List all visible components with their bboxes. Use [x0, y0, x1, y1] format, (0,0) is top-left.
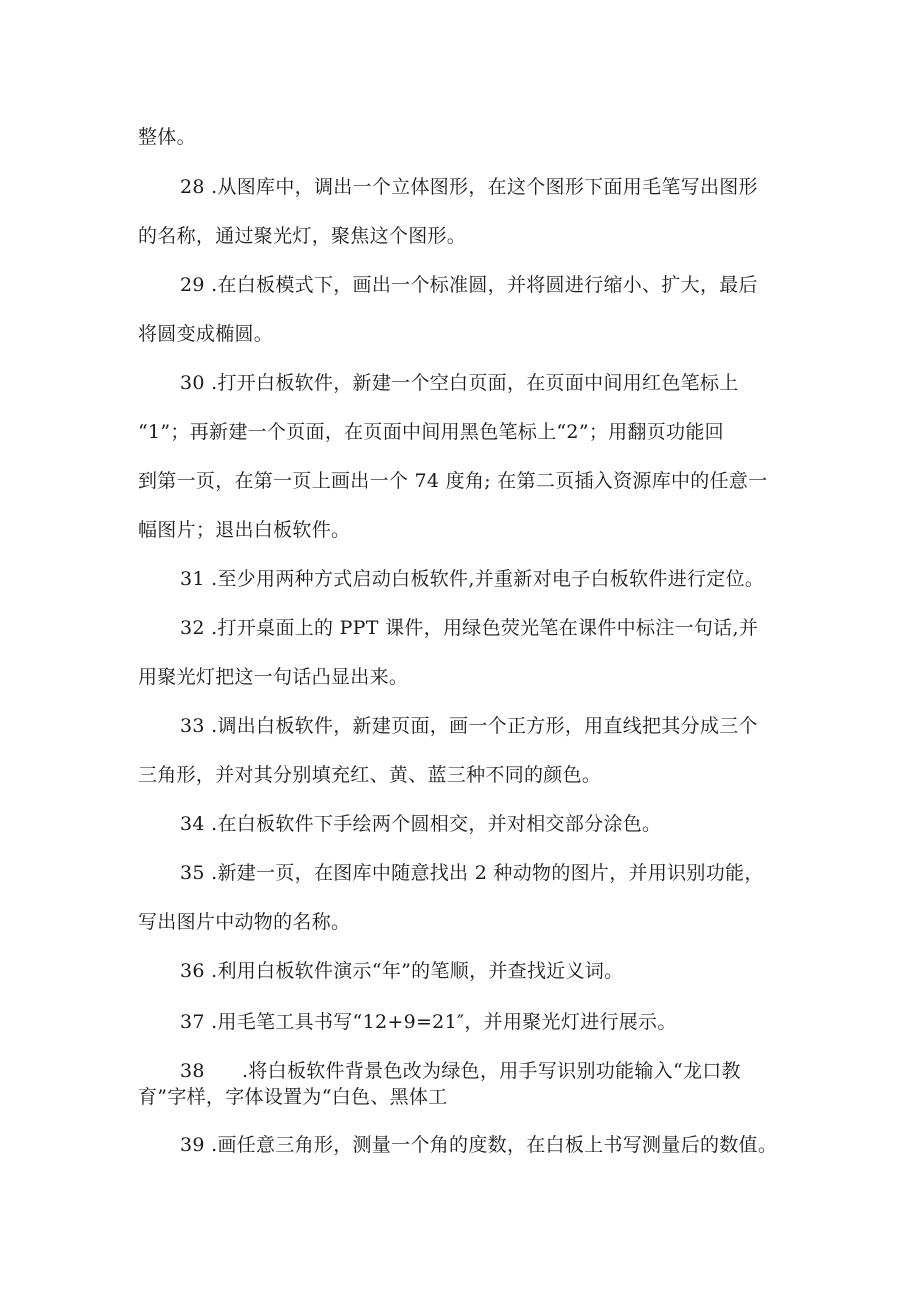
item-38-number: 38	[180, 1060, 205, 1082]
item-28-line-1: 28 .从图库中，调出一个立体图形，在这个图形下面用毛笔写出图形	[180, 176, 758, 198]
item-35-line-2: 写出图片中动物的名称。	[138, 911, 351, 933]
item-31-line-1: 31 .至少用两种方式启动白板软件,并重新对电子白板软件进行定位。	[180, 568, 765, 590]
item-37-line-1: 37 .用毛笔工具书写“12+9=21″，并用聚光灯进行展示。	[180, 1011, 677, 1033]
item-30-line-2: “1”；再新建一个页面，在页面中间用黑色笔标上“2”；用翻页功能回	[138, 421, 724, 443]
item-29-line-2: 将圆变成椭圆。	[138, 323, 274, 345]
item-39-line-1: 39 .画任意三角形，测量一个角的度数，在白板上书写测量后的数值。	[180, 1134, 778, 1156]
item-30-line-4: 幅图片；退出白板软件。	[138, 519, 351, 541]
item-32-line-2: 用聚光灯把这一句话凸显出来。	[138, 666, 409, 688]
item-38-text: .将白板软件背景色改为绿色，用手写识别功能输入“龙口教	[242, 1060, 741, 1082]
item-30-line-3: 到第一页，在第一页上画出一个 74 度角; 在第二页插入资源库中的任意一	[138, 470, 768, 492]
item-33-line-2: 三角形，并对其分别填充红、黄、蓝三种不同的颜色。	[138, 764, 602, 786]
item-34-line-1: 34 .在白板软件下手绘两个圆相交，并对相交部分涂色。	[180, 813, 662, 835]
item-32-line-1: 32 .打开桌面上的 PPT 课件，用绿色荧光笔在课件中标注一句话,并	[180, 617, 759, 639]
item-38-line-2: 育”字样，字体设置为“白色、黑体工	[138, 1086, 448, 1108]
text-line: 整体。	[138, 126, 196, 148]
item-38-line-1	[180, 1058, 800, 1084]
item-28-line-2: 的名称，通过聚光灯，聚焦这个图形。	[138, 225, 467, 247]
item-35-line-1: 35 .新建一页，在图库中随意找出 2 种动物的图片，并用识别功能，	[180, 862, 764, 884]
item-29-line-1: 29 .在白板模式下，画出一个标准圆，并将圆进行缩小、扩大，最后	[180, 274, 758, 296]
item-36-line-1: 36 .利用白板软件演示“年”的笔顺，并查找近义词。	[180, 960, 624, 982]
item-33-line-1: 33 .调出白板软件，新建页面，画一个正方形，用直线把其分成三个	[180, 715, 758, 737]
item-30-line-1: 30 .打开白板软件，新建一个空白页面，在页面中间用红色笔标上	[180, 372, 739, 394]
